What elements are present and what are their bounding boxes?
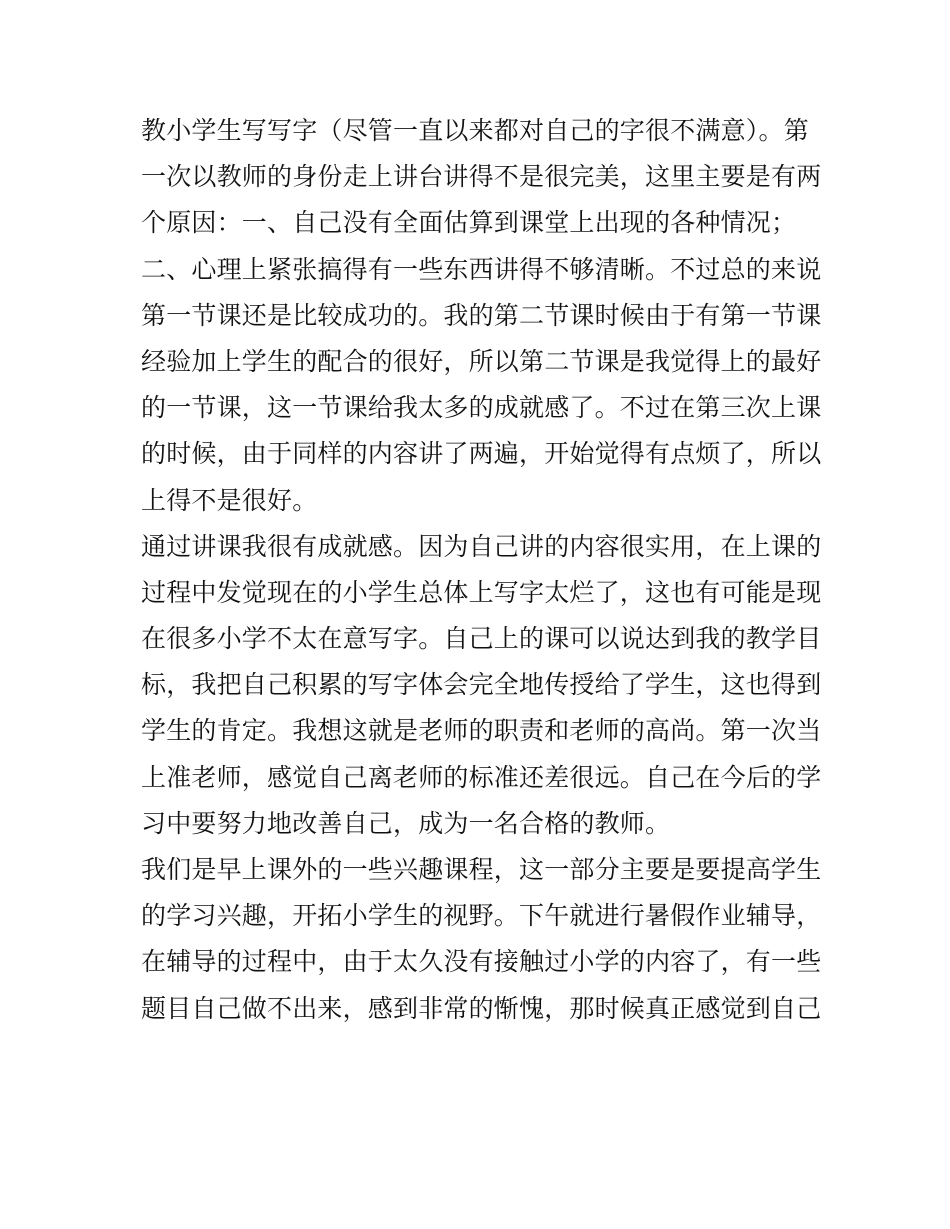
- text-line: 学生的肯定。我想这就是老师的职责和老师的高尚。第一次当: [141, 716, 822, 746]
- text-line: 第一节课还是比较成功的。我的第二节课时候由于有第一节课: [141, 300, 822, 330]
- text-line: 上得不是很好。: [141, 485, 318, 515]
- text-line: 题目自己做不出来，感到非常的惭愧，那时候真正感觉到自己: [141, 993, 822, 1023]
- text-line: 的一节课，这一节课给我太多的成就感了。不过在第三次上课: [141, 393, 822, 423]
- text-line: 的学习兴趣，开拓小学生的视野。下午就进行暑假作业辅导，: [141, 901, 822, 931]
- text-line: 过程中发觉现在的小学生总体上写字太烂了，这也有可能是现: [141, 577, 822, 607]
- text-line: 一次以教师的身份走上讲台讲得不是很完美，这里主要是有两: [141, 162, 822, 192]
- text-line: 习中要努力地改善自己，成为一名合格的教师。: [141, 808, 671, 838]
- text-line: 经验加上学生的配合的很好，所以第二节课是我觉得上的最好: [141, 346, 822, 376]
- text-line: 教小学生写写字（尽管一直以来都对自己的字很不满意）。第: [141, 116, 809, 145]
- text-line: 标，我把自己积累的写字体会完全地传授给了学生，这也得到: [141, 670, 822, 700]
- text-line: 的时候，由于同样的内容讲了两遍，开始觉得有点烦了，所以: [141, 439, 822, 469]
- text-line: 通过讲课我很有成就感。因为自己讲的内容很实用，在上课的: [141, 531, 822, 561]
- text-line: 我们是早上课外的一些兴趣课程，这一部分主要是要提高学生: [141, 855, 822, 884]
- text-line: 在辅导的过程中，由于太久没有接触过小学的内容了，有一些: [141, 947, 822, 977]
- text-line: 上准老师，感觉自己离老师的标准还差很远。自己在今后的学: [141, 762, 822, 792]
- text-line: 个原因：一、自己没有全面估算到课堂上出现的各种情况；: [141, 208, 797, 238]
- document-body: [141, 108, 821, 1032]
- text-line: 二、心理上紧张搞得有一些东西讲得不够清晰。不过总的来说: [141, 254, 822, 284]
- text-line: 在很多小学不太在意写字。自己上的课可以说达到我的教学目: [141, 624, 822, 654]
